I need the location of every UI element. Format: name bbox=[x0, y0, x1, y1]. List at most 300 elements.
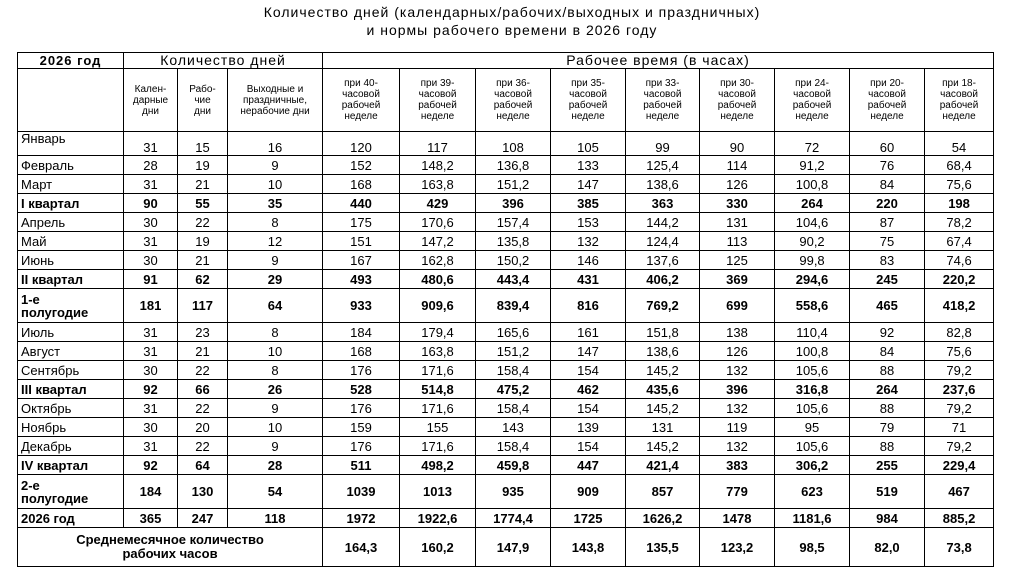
sub-header-line: рабочей bbox=[418, 100, 457, 111]
table-cell: 125 bbox=[700, 251, 775, 270]
table-cell: 459,8 bbox=[476, 456, 551, 475]
row-label bbox=[18, 437, 124, 456]
sub-header-line: неделе bbox=[420, 111, 455, 122]
table-cell: 145,2 bbox=[626, 437, 700, 456]
table-cell: 406,2 bbox=[626, 270, 700, 289]
sub-header-line: при 40- bbox=[344, 78, 378, 89]
table-cell: 1013 bbox=[400, 475, 476, 509]
average-label-line: рабочих часов bbox=[122, 546, 218, 561]
table-row bbox=[18, 418, 994, 437]
table-cell: 431 bbox=[551, 270, 626, 289]
table-cell: 30 bbox=[124, 361, 178, 380]
table-row bbox=[18, 437, 994, 456]
sub-header-line: неделе bbox=[942, 111, 976, 122]
average-cell: 160,2 bbox=[400, 528, 476, 567]
row-label-line: 2026 год bbox=[21, 510, 75, 526]
table-cell: 10 bbox=[228, 342, 323, 361]
table-row bbox=[18, 456, 994, 475]
table-cell: 31 bbox=[124, 342, 178, 361]
row-label-line: полугодие bbox=[21, 304, 89, 320]
table-body bbox=[18, 132, 994, 567]
table-cell: 699 bbox=[700, 289, 775, 323]
table-cell: 79,2 bbox=[925, 361, 994, 380]
table-cell: 88 bbox=[850, 399, 925, 418]
table-cell: 165,6 bbox=[476, 323, 551, 342]
table-cell: 10 bbox=[228, 418, 323, 437]
row-label bbox=[18, 509, 124, 528]
table-cell: 909,6 bbox=[400, 289, 476, 323]
table-cell: 769,2 bbox=[626, 289, 700, 323]
sub-header-10 bbox=[850, 69, 925, 132]
table-cell: 168 bbox=[323, 342, 400, 361]
row-label-line: Июль bbox=[21, 324, 55, 340]
table-cell: 158,4 bbox=[476, 361, 551, 380]
table-cell: 558,6 bbox=[775, 289, 850, 323]
sub-header-7 bbox=[626, 69, 700, 132]
page-title bbox=[0, 3, 1024, 39]
table-cell: 110,4 bbox=[775, 323, 850, 342]
row-label bbox=[18, 361, 124, 380]
row-label-line: полугодие bbox=[21, 490, 89, 506]
table-cell: 493 bbox=[323, 270, 400, 289]
table-cell: 132 bbox=[700, 437, 775, 456]
table-row bbox=[18, 323, 994, 342]
table-cell: 12 bbox=[228, 232, 323, 251]
sub-header-line: дни bbox=[142, 105, 159, 117]
row-label bbox=[18, 380, 124, 399]
sub-header-line: неделе bbox=[645, 111, 680, 122]
table-row bbox=[18, 194, 994, 213]
table-cell: 137,6 bbox=[626, 251, 700, 270]
table-cell: 264 bbox=[850, 380, 925, 399]
table-cell: 447 bbox=[551, 456, 626, 475]
title-line-2: и нормы рабочего времени в 2026 году bbox=[366, 22, 658, 38]
sub-header-line: нерабочие дни bbox=[240, 105, 310, 117]
table-cell: 105 bbox=[551, 132, 626, 156]
table-cell: 124,4 bbox=[626, 232, 700, 251]
table-cell: 60 bbox=[850, 132, 925, 156]
hours-header: Рабочее время (в часах) bbox=[323, 53, 994, 69]
table-cell: 75 bbox=[850, 232, 925, 251]
table-cell: 88 bbox=[850, 361, 925, 380]
table-cell: 64 bbox=[228, 289, 323, 323]
table-cell: 158,4 bbox=[476, 437, 551, 456]
table-row bbox=[18, 475, 994, 509]
table-cell: 363 bbox=[626, 194, 700, 213]
table-cell: 31 bbox=[124, 399, 178, 418]
row-label-line: Март bbox=[21, 176, 53, 192]
sub-header-line: неделе bbox=[344, 111, 378, 122]
sub-header-line: при 30- bbox=[720, 78, 754, 89]
table-cell: 125,4 bbox=[626, 156, 700, 175]
table-cell: 92 bbox=[124, 380, 178, 399]
table-cell: 31 bbox=[124, 132, 178, 156]
table-row bbox=[18, 380, 994, 399]
row-label bbox=[18, 399, 124, 418]
table-cell: 528 bbox=[323, 380, 400, 399]
table-cell: 150,2 bbox=[476, 251, 551, 270]
table-cell: 255 bbox=[850, 456, 925, 475]
row-label bbox=[18, 342, 124, 361]
table-cell: 170,6 bbox=[400, 213, 476, 232]
row-label-line: Август bbox=[21, 343, 61, 359]
table-cell: 467 bbox=[925, 475, 994, 509]
row-label bbox=[18, 323, 124, 342]
sub-header-4 bbox=[400, 69, 476, 132]
table-cell: 294,6 bbox=[775, 270, 850, 289]
table-cell: 10 bbox=[228, 175, 323, 194]
table-cell: 23 bbox=[178, 323, 228, 342]
table-cell: 21 bbox=[178, 175, 228, 194]
table-cell: 1972 bbox=[323, 509, 400, 528]
table-cell: 87 bbox=[850, 213, 925, 232]
average-cell: 82,0 bbox=[850, 528, 925, 567]
table-cell: 21 bbox=[178, 342, 228, 361]
table-cell: 1039 bbox=[323, 475, 400, 509]
sub-header-line: чие bbox=[194, 94, 211, 106]
table-cell: 28 bbox=[228, 456, 323, 475]
row-label bbox=[18, 194, 124, 213]
table-cell: 75,6 bbox=[925, 175, 994, 194]
table-cell: 184 bbox=[323, 323, 400, 342]
table-row bbox=[18, 156, 994, 175]
sub-header-2 bbox=[228, 69, 323, 132]
sub-header-line: часовой bbox=[868, 89, 906, 100]
table-cell: 117 bbox=[400, 132, 476, 156]
table-cell: 480,6 bbox=[400, 270, 476, 289]
table-cell: 19 bbox=[178, 156, 228, 175]
table-cell: 396 bbox=[476, 194, 551, 213]
table-cell: 126 bbox=[700, 342, 775, 361]
table-cell: 498,2 bbox=[400, 456, 476, 475]
table-cell: 171,6 bbox=[400, 437, 476, 456]
table-cell: 429 bbox=[400, 194, 476, 213]
table-cell: 105,6 bbox=[775, 361, 850, 380]
average-cell: 147,9 bbox=[476, 528, 551, 567]
sub-header-line: рабочей bbox=[568, 100, 608, 111]
table-cell: 316,8 bbox=[775, 380, 850, 399]
table-cell: 138 bbox=[700, 323, 775, 342]
table-cell: 68,4 bbox=[925, 156, 994, 175]
table-cell: 369 bbox=[700, 270, 775, 289]
sub-header-line: при 24- bbox=[795, 78, 829, 89]
table-cell: 100,8 bbox=[775, 175, 850, 194]
table-cell: 163,8 bbox=[400, 342, 476, 361]
sub-header-line: часовой bbox=[940, 89, 978, 100]
table-cell: 418,2 bbox=[925, 289, 994, 323]
table-cell: 462 bbox=[551, 380, 626, 399]
table-cell: 21 bbox=[178, 251, 228, 270]
table-cell: 220,2 bbox=[925, 270, 994, 289]
row-label-line: Январь bbox=[21, 131, 66, 146]
sub-header-line: неделе bbox=[496, 111, 530, 122]
table-cell: 1725 bbox=[551, 509, 626, 528]
table-cell: 132 bbox=[700, 399, 775, 418]
table-cell: 475,2 bbox=[476, 380, 551, 399]
table-cell: 114 bbox=[700, 156, 775, 175]
table-row bbox=[18, 132, 994, 156]
row-label-line: Октябрь bbox=[21, 400, 72, 416]
table-cell: 74,6 bbox=[925, 251, 994, 270]
row-label-line: Февраль bbox=[21, 157, 74, 173]
table-cell: 90 bbox=[700, 132, 775, 156]
sub-header-line: рабочей bbox=[341, 100, 381, 111]
sub-header-line: неделе bbox=[571, 111, 605, 122]
average-label-line: Среднемесячное количество bbox=[76, 532, 264, 547]
table-cell: 15 bbox=[178, 132, 228, 156]
table-cell: 440 bbox=[323, 194, 400, 213]
table-cell: 220 bbox=[850, 194, 925, 213]
table-cell: 162,8 bbox=[400, 251, 476, 270]
sub-header-line: при 33- bbox=[645, 78, 680, 89]
table-cell: 816 bbox=[551, 289, 626, 323]
table-cell: 92 bbox=[850, 323, 925, 342]
row-label bbox=[18, 270, 124, 289]
table-cell: 20 bbox=[178, 418, 228, 437]
table-cell: 158,4 bbox=[476, 399, 551, 418]
table-cell: 22 bbox=[178, 213, 228, 232]
title-line-1: Количество дней (календарных/рабочих/выходных и праздничных) bbox=[263, 4, 761, 20]
table-cell: 22 bbox=[178, 361, 228, 380]
row-label bbox=[18, 456, 124, 475]
table-cell: 909 bbox=[551, 475, 626, 509]
table-cell: 64 bbox=[178, 456, 228, 475]
sub-header-row bbox=[18, 69, 994, 132]
average-label bbox=[18, 528, 323, 567]
sub-header-1 bbox=[178, 69, 228, 132]
average-row bbox=[18, 528, 994, 567]
table-cell: 151,2 bbox=[476, 175, 551, 194]
row-label-line: Декабрь bbox=[21, 438, 72, 454]
table-cell: 136,8 bbox=[476, 156, 551, 175]
table-cell: 181 bbox=[124, 289, 178, 323]
row-label bbox=[18, 289, 124, 323]
table-row bbox=[18, 509, 994, 528]
sub-header-3 bbox=[323, 69, 400, 132]
table-cell: 151,2 bbox=[476, 342, 551, 361]
table-cell: 145,2 bbox=[626, 399, 700, 418]
row-label bbox=[18, 232, 124, 251]
table-cell: 26 bbox=[228, 380, 323, 399]
table-cell: 79 bbox=[850, 418, 925, 437]
table-cell: 154 bbox=[551, 361, 626, 380]
table-cell: 1922,6 bbox=[400, 509, 476, 528]
table-cell: 72 bbox=[775, 132, 850, 156]
sub-header-line: Выходные и bbox=[246, 83, 304, 95]
table-cell: 168 bbox=[323, 175, 400, 194]
sub-header-9 bbox=[775, 69, 850, 132]
row-label-line: 2-е bbox=[21, 477, 40, 493]
table-cell: 9 bbox=[228, 156, 323, 175]
table-cell: 104,6 bbox=[775, 213, 850, 232]
table-cell: 30 bbox=[124, 213, 178, 232]
table-cell: 117 bbox=[178, 289, 228, 323]
sub-header-line: рабочей bbox=[717, 100, 757, 111]
table-cell: 365 bbox=[124, 509, 178, 528]
table-cell: 1478 bbox=[700, 509, 775, 528]
table-cell: 933 bbox=[323, 289, 400, 323]
table-cell: 126 bbox=[700, 175, 775, 194]
table-row bbox=[18, 289, 994, 323]
row-label-line: I квартал bbox=[21, 195, 80, 211]
table-cell: 67,4 bbox=[925, 232, 994, 251]
sub-header-line: часовой bbox=[494, 89, 532, 100]
table-cell: 75,6 bbox=[925, 342, 994, 361]
row-label bbox=[18, 132, 124, 156]
row-label-line: Июнь bbox=[21, 252, 55, 268]
year-header: 2026 год bbox=[18, 53, 124, 69]
table-cell: 119 bbox=[700, 418, 775, 437]
table-cell: 88 bbox=[850, 437, 925, 456]
sub-header-line: дарные bbox=[132, 94, 169, 106]
table-cell: 118 bbox=[228, 509, 323, 528]
sub-header-0 bbox=[124, 69, 178, 132]
table-cell: 54 bbox=[925, 132, 994, 156]
table-cell: 175 bbox=[323, 213, 400, 232]
sub-header-line: Рабо- bbox=[189, 83, 216, 95]
table-row bbox=[18, 213, 994, 232]
table-cell: 154 bbox=[551, 437, 626, 456]
table-cell: 157,4 bbox=[476, 213, 551, 232]
table-cell: 131 bbox=[700, 213, 775, 232]
table-cell: 153 bbox=[551, 213, 626, 232]
sub-header-line: дни bbox=[194, 105, 211, 117]
table-cell: 31 bbox=[124, 437, 178, 456]
table-cell: 146 bbox=[551, 251, 626, 270]
sub-header-line: рабочей bbox=[792, 100, 832, 111]
table-cell: 148,2 bbox=[400, 156, 476, 175]
table-cell: 84 bbox=[850, 342, 925, 361]
table-cell: 35 bbox=[228, 194, 323, 213]
table-cell: 91,2 bbox=[775, 156, 850, 175]
table-cell: 30 bbox=[124, 251, 178, 270]
table-cell: 120 bbox=[323, 132, 400, 156]
table-cell: 90 bbox=[124, 194, 178, 213]
table-cell: 935 bbox=[476, 475, 551, 509]
table-cell: 435,6 bbox=[626, 380, 700, 399]
row-label-line: Апрель bbox=[21, 214, 66, 230]
average-cell: 164,3 bbox=[323, 528, 400, 567]
table-cell: 82,8 bbox=[925, 323, 994, 342]
table-cell: 443,4 bbox=[476, 270, 551, 289]
row-label-line: Сентябрь bbox=[21, 362, 80, 378]
table-cell: 167 bbox=[323, 251, 400, 270]
table-cell: 511 bbox=[323, 456, 400, 475]
sub-header-line: неделе bbox=[720, 111, 754, 122]
table-cell: 147 bbox=[551, 175, 626, 194]
table-cell: 8 bbox=[228, 361, 323, 380]
table-cell: 139 bbox=[551, 418, 626, 437]
row-label bbox=[18, 418, 124, 437]
table-cell: 78,2 bbox=[925, 213, 994, 232]
table-cell: 132 bbox=[700, 361, 775, 380]
table-row bbox=[18, 399, 994, 418]
row-label-line: IV квартал bbox=[21, 457, 89, 473]
table-cell: 237,6 bbox=[925, 380, 994, 399]
table-cell: 1181,6 bbox=[775, 509, 850, 528]
sub-header-line: часовой bbox=[569, 89, 607, 100]
table-cell: 30 bbox=[124, 418, 178, 437]
table-cell: 135,8 bbox=[476, 232, 551, 251]
average-cell: 73,8 bbox=[925, 528, 994, 567]
table-cell: 144,2 bbox=[626, 213, 700, 232]
working-time-table bbox=[17, 52, 994, 567]
sub-header-line: часовой bbox=[418, 89, 457, 100]
table-cell: 130 bbox=[178, 475, 228, 509]
row-label-line: Ноябрь bbox=[21, 419, 67, 435]
sub-header-line: рабочей bbox=[867, 100, 907, 111]
table-row bbox=[18, 175, 994, 194]
sub-header-line: рабочей bbox=[939, 100, 979, 111]
table-cell: 99 bbox=[626, 132, 700, 156]
table-cell: 306,2 bbox=[775, 456, 850, 475]
table-cell: 132 bbox=[551, 232, 626, 251]
table-cell: 171,6 bbox=[400, 399, 476, 418]
table-cell: 161 bbox=[551, 323, 626, 342]
table-cell: 421,4 bbox=[626, 456, 700, 475]
table-cell: 176 bbox=[323, 399, 400, 418]
table-cell: 184 bbox=[124, 475, 178, 509]
row-label-line: Май bbox=[21, 233, 47, 249]
table-cell: 179,4 bbox=[400, 323, 476, 342]
table-row bbox=[18, 342, 994, 361]
sub-header-line: рабочей bbox=[493, 100, 533, 111]
table-cell: 66 bbox=[178, 380, 228, 399]
table-cell: 19 bbox=[178, 232, 228, 251]
row-label-line: 1-е bbox=[21, 291, 40, 307]
table-cell: 31 bbox=[124, 175, 178, 194]
table-cell: 138,6 bbox=[626, 342, 700, 361]
table-cell: 885,2 bbox=[925, 509, 994, 528]
sub-header-11 bbox=[925, 69, 994, 132]
table-row bbox=[18, 270, 994, 289]
table-cell: 151,8 bbox=[626, 323, 700, 342]
table-cell: 22 bbox=[178, 437, 228, 456]
table-cell: 54 bbox=[228, 475, 323, 509]
sub-header-line: часовой bbox=[718, 89, 756, 100]
average-cell: 98,5 bbox=[775, 528, 850, 567]
table-cell: 9 bbox=[228, 251, 323, 270]
row-label bbox=[18, 475, 124, 509]
row-label-line: III квартал bbox=[21, 381, 87, 397]
table-cell: 55 bbox=[178, 194, 228, 213]
table-cell: 383 bbox=[700, 456, 775, 475]
table-cell: 143 bbox=[476, 418, 551, 437]
table-cell: 105,6 bbox=[775, 399, 850, 418]
sub-header-line: часовой bbox=[643, 89, 682, 100]
table-cell: 9 bbox=[228, 399, 323, 418]
table-cell: 131 bbox=[626, 418, 700, 437]
table-cell: 264 bbox=[775, 194, 850, 213]
table-cell: 229,4 bbox=[925, 456, 994, 475]
table-cell: 176 bbox=[323, 361, 400, 380]
table-cell: 247 bbox=[178, 509, 228, 528]
table-row bbox=[18, 251, 994, 270]
table-cell: 839,4 bbox=[476, 289, 551, 323]
table-cell: 79,2 bbox=[925, 437, 994, 456]
row-label bbox=[18, 156, 124, 175]
table-cell: 514,8 bbox=[400, 380, 476, 399]
table-cell: 385 bbox=[551, 194, 626, 213]
table-cell: 1774,4 bbox=[476, 509, 551, 528]
table-cell: 465 bbox=[850, 289, 925, 323]
table-cell: 8 bbox=[228, 213, 323, 232]
sub-header-8 bbox=[700, 69, 775, 132]
row-label bbox=[18, 251, 124, 270]
table-cell: 28 bbox=[124, 156, 178, 175]
row-label bbox=[18, 175, 124, 194]
sub-header-empty bbox=[18, 69, 124, 132]
